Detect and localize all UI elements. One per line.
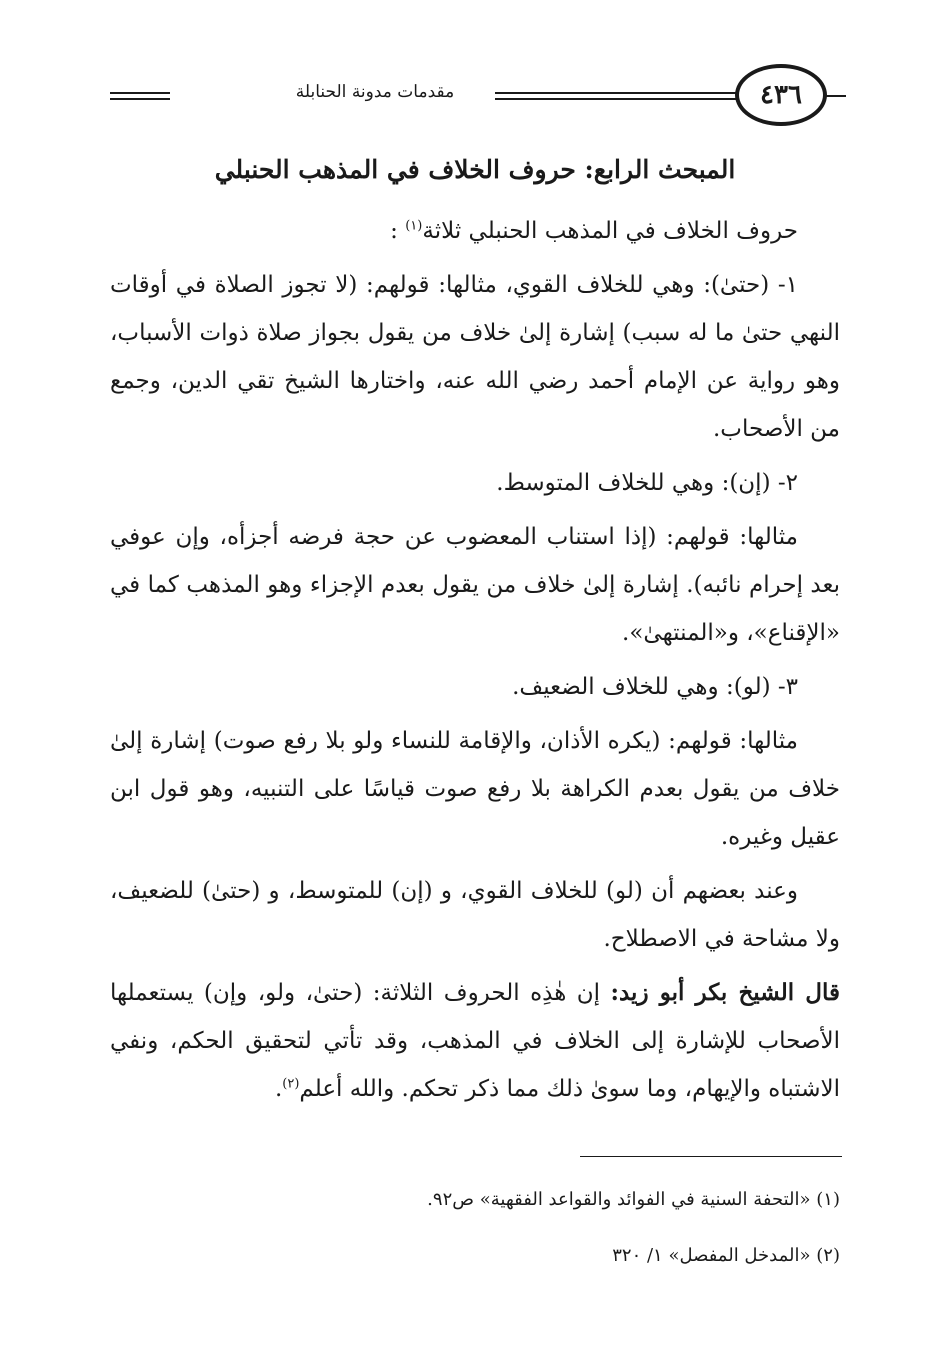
paragraph-law: ٣- (لو): وهي للخلاف الضعيف. xyxy=(512,674,798,700)
paragraph-bakr-abu-zaid xyxy=(110,969,840,1113)
footnote-number: (١) xyxy=(816,1189,840,1210)
paragraph-hatta: ١- (حتىٰ): وهي للخلاف القوي، مثالها: قولهم: (لا تجوز الصلاة في أوقات النهي حتىٰ ما له سبب) إشارة إلىٰ خلاف من يقول بجواز صلاة ذوات الأسباب، وهو رواية عن الإمام أحمد رضي الله عنه، واختارها الشيخ تقي الدين، وجمع من الأصحاب. xyxy=(110,272,840,442)
header-rule-left-bottom xyxy=(110,98,170,100)
footnote-separator xyxy=(580,1156,842,1157)
running-title: مقدمات مدونة الحنابلة xyxy=(255,82,495,102)
paragraph-in-example: مثالها: قولهم: (إذا استناب المعضوب عن حجة فرضه أجزأه، وإن عوفي بعد إحرام نائبه). إشارة إلىٰ خلاف من يقول بعدم الإجزاء وهو المذهب كما في «الإقناع»، و«المنتهىٰ». xyxy=(110,524,840,646)
footnotes xyxy=(400,1172,840,1284)
paragraph-text: إن هٰذِه الحروف الثلاثة: (حتىٰ، ولو، وإن) يستعملها الأصحاب للإشارة إلى الخلاف في المذهب، وقد تأتي لتحقيق الحكم، ونفي الاشتباه والإيهام، وما سوىٰ ذلك مما ذكر تحكم. والله أعلم xyxy=(110,980,840,1102)
footnote-ref: (٢) xyxy=(282,1076,300,1092)
paragraph-tail: : xyxy=(390,218,398,244)
footnote-number: (٢) xyxy=(816,1245,840,1266)
paragraph-tail: . xyxy=(274,1076,283,1102)
footnote-ref: (١) xyxy=(405,218,423,234)
paragraph-in: ٢- (إن): وهي للخلاف المتوسط. xyxy=(496,470,798,496)
paragraph-text: حروف الخلاف في المذهب الحنبلي ثلاثة xyxy=(422,218,798,244)
footnote-text: «المدخل المفصل» ١/ ٣٢٠ xyxy=(612,1245,811,1266)
paragraph-intro xyxy=(110,207,840,255)
page-number: ٤٣٦ xyxy=(735,64,827,126)
paragraph-law-example: مثالها: قولهم: (يكره الأذان، والإقامة للنساء ولو بلا رفع صوت) إشارة إلىٰ خلاف من يقول بعدم الكراهة بلا رفع صوت قياسًا على التنبيه، وهو قول ابن عقيل وغيره. xyxy=(110,728,840,850)
footnote-item xyxy=(400,1172,840,1228)
footnote-text: «التحفة السنية في الفوائد والقواعد الفقهية» ص٩٢. xyxy=(427,1189,811,1210)
main-content xyxy=(110,145,840,1119)
page-header xyxy=(110,62,845,132)
paragraph-other-view: وعند بعضهم أن (لو) للخلاف القوي، و (إن) للمتوسط، و (حتىٰ) للضعيف، ولا مشاحة في الاصطلاح. xyxy=(110,878,840,952)
quote-lead: قال الشيخ بكر أبو زيد: xyxy=(610,979,840,1006)
section-heading: المبحث الرابع: حروف الخلاف في المذهب الحنبلي xyxy=(214,155,736,184)
header-rule-left-top xyxy=(110,92,170,94)
footnote-item xyxy=(400,1228,840,1284)
